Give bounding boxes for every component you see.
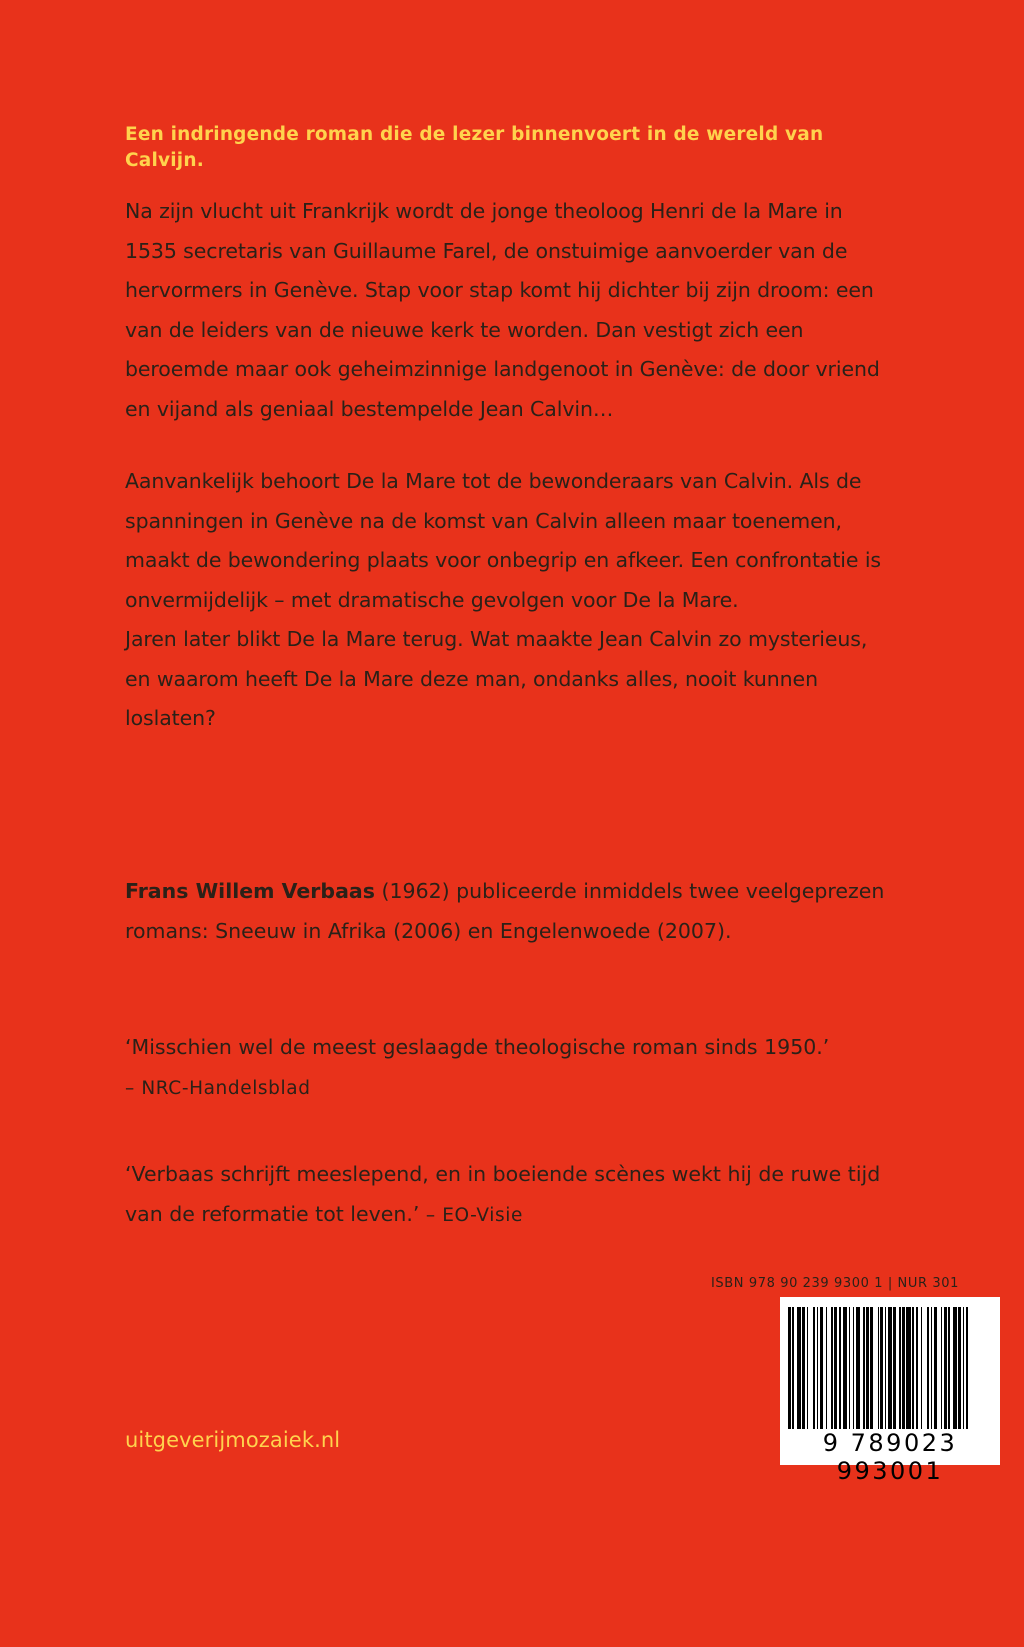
isbn-line: ISBN 978 90 239 9300 1 | NUR 301: [711, 1276, 959, 1291]
review-quote-2-text: ‘Verbaas schrijft meeslepend, en in boeiende scènes wekt hij de ruwe tijd van de reformatie tot leven.’: [125, 1162, 881, 1226]
blurb-paragraph-2: Aanvankelijk behoort De la Mare tot de bewonderaars van Calvin. Als de spanningen in Genève na de komst van Calvin alleen maar toenemen, maakt de bewondering plaats voor onbegrip en afkeer. Een confrontatie is onvermijdelijk – met dramatische gevolgen voor De la Mare.: [125, 469, 882, 612]
review-quote-1-text: ‘Misschien wel de meest geslaagde theologische roman sinds 1950.’: [125, 1035, 830, 1059]
barcode: [780, 1297, 1000, 1485]
barcode-digits: 9 789023 993001: [822, 1429, 958, 1485]
barcode-bars: [788, 1307, 992, 1429]
blurb-paragraph-3: Jaren later blikt De la Mare terug. Wat maakte Jean Calvin zo mysterieus, en waarom heeft De la Mare deze man, ondanks alles, nooit kunnen loslaten?: [125, 627, 868, 730]
cover-content: [125, 0, 959, 1647]
author-note: [125, 872, 885, 951]
blurb-text: [125, 192, 885, 739]
review-quote-1: [125, 1028, 885, 1108]
author-note-text: (1962) publiceerde inmiddels twee veelgeprezen romans: Sneeuw in Afrika (2006) en Engelenwoede (2007).: [125, 879, 885, 943]
review-quote-1-source: – NRC-Handelsblad: [125, 1077, 311, 1099]
review-quote-2-source: – EO-Visie: [425, 1204, 523, 1226]
tagline: Een indringende roman die de lezer binnenvoert in de wereld van Calvijn.: [125, 124, 824, 171]
author-name: Frans Willem Verbaas: [125, 879, 375, 903]
review-quote-2: [125, 1155, 885, 1235]
publisher-website-link[interactable]: uitgeverijmozaiek.nl: [125, 1428, 341, 1452]
blurb-paragraph-1: Na zijn vlucht uit Frankrijk wordt de jonge theoloog Henri de la Mare in 1535 secretaris van Guillaume Farel, de onstuimige aanvoerder van de hervormers in Genève. Stap voor stap komt hij dichter bij zijn droom: een van de leiders van de nieuwe kerk te worden. Dan vestigt zich een beroemde maar ook geheimzinnige landgenoot in Genève: de door vriend en vijand als geniaal bestempelde Jean Calvin…: [125, 199, 880, 421]
